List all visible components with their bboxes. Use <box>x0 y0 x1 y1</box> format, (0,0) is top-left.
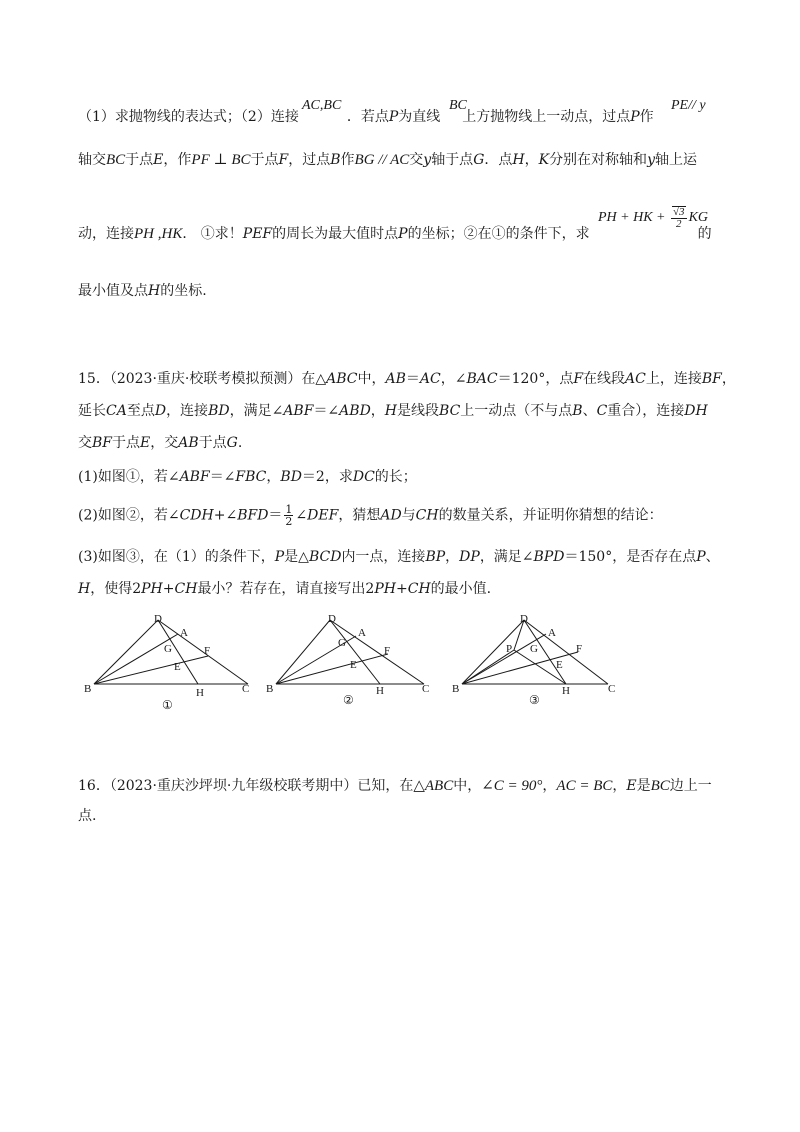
point-h-label: H <box>376 685 384 696</box>
figure-2 <box>264 612 444 696</box>
problem-16-line-2: 点. <box>78 808 97 824</box>
problem-15-part-2: (2)如图②，若∠CDH+∠BFD＝ $\frac{1}{2}$ ∠DEF，猜想AD与CH的数量关系，并证明你猜想的结论： <box>78 503 663 528</box>
point-g-label: G <box>338 637 346 649</box>
figure-1 <box>80 612 260 696</box>
point-h-label: H <box>562 685 570 696</box>
segment-bd <box>276 620 330 684</box>
figure-2-caption: ② <box>343 693 354 707</box>
fraction-sqrt3-over-2: $\frac{√3}{2}$ <box>673 206 685 230</box>
segment-bf <box>94 656 208 684</box>
point-f-label: F <box>576 643 583 655</box>
formula-min-expression: PH + HK + $\frac{√3}{2}$ KG <box>598 206 709 230</box>
problem-14-line-1: （1）求抛物线的表达式；（2）连接 ．若点P为直线 上方抛物线上一动点，过点P作 <box>78 109 654 125</box>
figure-3-caption: ③ <box>529 693 540 707</box>
figure-3 <box>448 612 628 696</box>
problem-15-line-1: 15．（2023·重庆·校联考模拟预测）在△ABC中，AB＝AC，∠BAC＝120°，点F在线段AC上，连接BF， <box>78 371 736 387</box>
point-g-label: G <box>530 643 538 655</box>
point-e-label: E <box>556 659 563 671</box>
fraction-one-half: $\frac{1}{2}$ <box>285 503 293 528</box>
segment-bf <box>276 654 388 684</box>
point-b-label: B <box>266 683 274 695</box>
problem-15-part-3: (3)如图③，在（1）的条件下，P是△BCD内一点，连接BP，DP，满足∠BPD＝150°，是否存在点P、 <box>78 549 720 565</box>
point-f-label: F <box>204 645 211 657</box>
formula-pe-parallel-y: PE// y <box>671 98 706 113</box>
problem-14-line-2: 轴交BC于点E，作PF ⊥ BC于点F，过点B作BG // AC交y轴于点G．点H，K分别在对称轴和y轴上运 <box>78 152 697 168</box>
point-c-label: C <box>422 683 430 695</box>
point-g-label: G <box>164 643 172 655</box>
point-e-label: E <box>350 659 357 671</box>
segment-ba <box>462 634 546 684</box>
point-c-label: C <box>608 683 616 695</box>
point-f-label: F <box>384 645 391 657</box>
figure-1-caption: ① <box>162 698 173 712</box>
problem-15-line-2: 延长CA至点D，连接BD，满足∠ABF＝∠ABD，H是线段BC上一动点（不与点B、C重合），连接DH <box>78 403 708 419</box>
point-b-label: B <box>452 683 460 695</box>
point-a-label: A <box>180 627 188 639</box>
segment-bd <box>462 620 524 684</box>
point-h-label: H <box>196 687 204 696</box>
point-d-label: D <box>328 613 336 625</box>
problem-14-line-3: 动，连接PH ,HK． ①求！PEF的周长为最大值时点P的坐标；②在①的条件下，求 的 <box>78 226 712 242</box>
problem-16-line-1: 16．（2023·重庆沙坪坝·九年级校联考期中）已知，在△ABC中，∠C = 90°，AC = BC，E是BC边上一 <box>78 778 712 794</box>
point-a-label: A <box>548 627 556 639</box>
point-e-label: E <box>174 661 181 673</box>
point-d-label: D <box>520 613 528 625</box>
segment-dh <box>330 620 380 684</box>
problem-15-line-3: 交BF于点E，交AB于点G. <box>78 435 243 451</box>
point-c-label: C <box>242 683 250 695</box>
segment-dc <box>330 620 424 684</box>
formula-ac-bc: AC,BC <box>302 98 342 113</box>
problem-15-part-3-cont: H，使得2PH+CH最小？若存在，请直接写出2PH+CH的最小值. <box>78 581 492 597</box>
formula-bc: BC <box>449 98 467 113</box>
point-b-label: B <box>84 683 92 695</box>
problem-15-part-1: (1)如图①，若∠ABF＝∠FBC，BD＝2，求DC的长； <box>78 469 417 485</box>
segment-bp <box>462 650 514 684</box>
point-a-label: A <box>358 627 366 639</box>
point-d-label: D <box>154 613 162 625</box>
problem-14-line-4: 最小值及点H的坐标. <box>78 283 207 299</box>
point-p-label: P <box>506 643 513 655</box>
